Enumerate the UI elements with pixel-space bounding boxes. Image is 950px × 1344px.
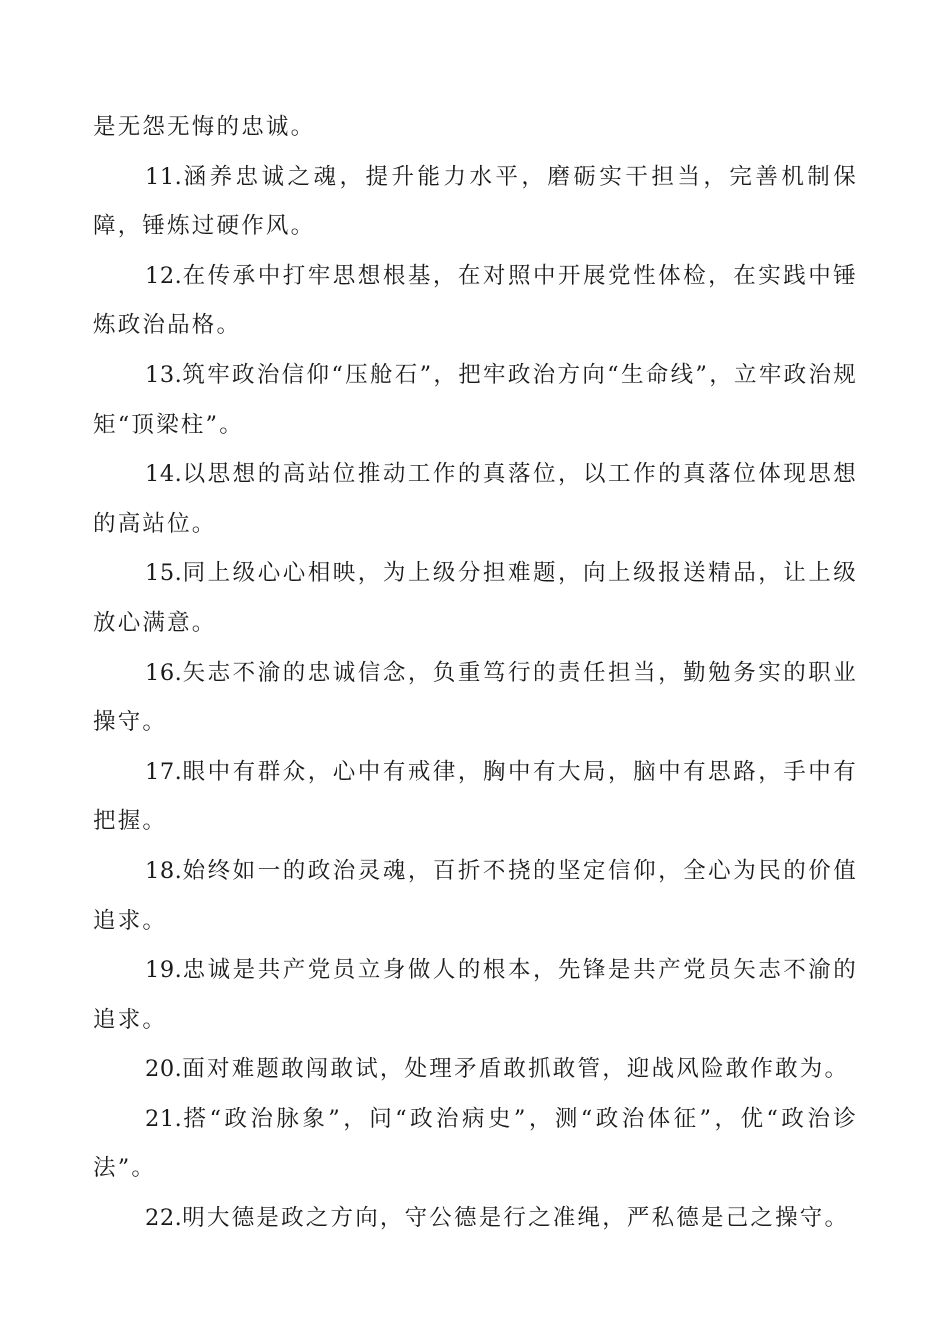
list-item: [93, 450, 858, 549]
list-item: [93, 252, 858, 351]
item-text: 在传承中打牢思想根基，在对照中开展党性体检，在实践中锤炼政治品格。: [93, 262, 858, 339]
item-number: 19.: [145, 957, 183, 984]
item-text: 明大德是政之方向，守公德是行之准绳，严私德是己之操守。: [182, 1205, 850, 1232]
item-number: 20.: [145, 1056, 183, 1083]
document-page: [93, 103, 858, 1244]
list-item: [93, 946, 858, 1045]
item-number: 13.: [145, 361, 183, 388]
item-number: 12.: [145, 262, 183, 289]
item-number: 11.: [145, 163, 183, 190]
list-item: [93, 153, 858, 252]
item-text: 矢志不渝的忠诚信念，负重笃行的责任担当，勤勉务实的职业操守。: [93, 659, 858, 736]
list-item: [93, 1194, 858, 1244]
item-number: 22.: [145, 1205, 183, 1232]
list-item: [93, 1045, 858, 1095]
item-number: 16.: [145, 659, 183, 686]
item-number: 14.: [145, 461, 183, 488]
list-item: [93, 748, 858, 847]
item-text: 涵养忠诚之魂，提升能力水平，磨砺实干担当，完善机制保障，锤炼过硬作风。: [93, 163, 858, 240]
item-text: 以思想的高站位推动工作的真落位，以工作的真落位体现思想的高站位。: [93, 461, 858, 537]
item-number: 17.: [145, 758, 183, 785]
list-item: [93, 649, 858, 748]
list-item: [93, 847, 858, 946]
item-number: 15.: [145, 560, 183, 587]
list-item: [93, 1095, 858, 1194]
item-text: 忠诚是共产党员立身做人的根本，先锋是共产党员矢志不渝的追求。: [93, 957, 858, 1033]
list-item: [93, 549, 858, 648]
item-text: 面对难题敢闯敢试，处理矛盾敢抓敢管，迎战风险敢作敢为。: [182, 1056, 850, 1083]
item-text: 搭“政治脉象”，问“政治病史”，测“政治体征”，优“政治诊法”。: [93, 1105, 858, 1182]
item-number: 21.: [145, 1105, 183, 1132]
item-text: 始终如一的政治灵魂，百折不挠的坚定信仰，全心为民的价值追求。: [93, 857, 858, 934]
item-text: 筑牢政治信仰“压舱石”，把牢政治方向“生命线”，立牢政治规矩“顶梁柱”。: [93, 361, 858, 438]
item-number: 18.: [145, 857, 183, 884]
continuation-paragraph: 是无怨无悔的忠诚。: [93, 114, 316, 140]
item-text: 眼中有群众，心中有戒律，胸中有大局，脑中有思路，手中有把握。: [93, 758, 858, 835]
list-item: [93, 351, 858, 450]
item-text: 同上级心心相映，为上级分担难题，向上级报送精品，让上级放心满意。: [93, 560, 858, 636]
